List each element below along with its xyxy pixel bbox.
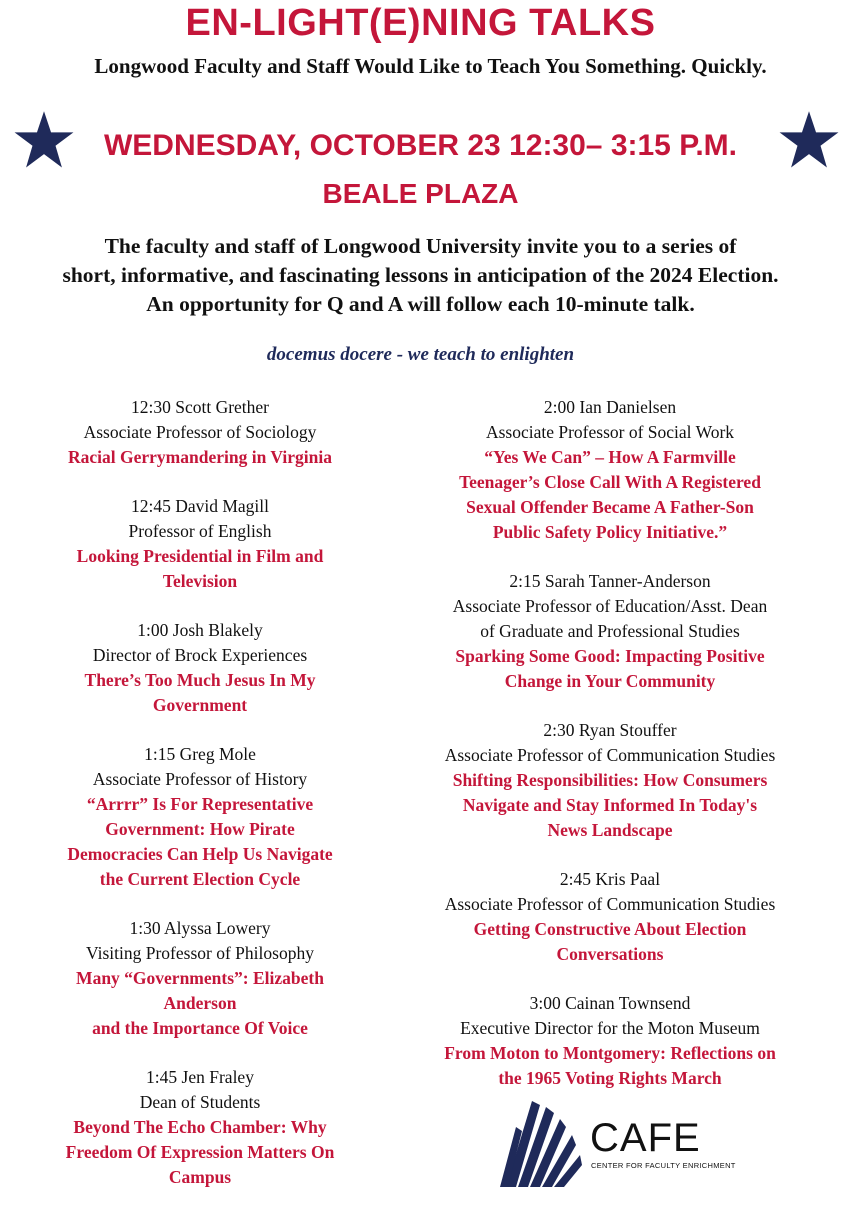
talk-title: Government: How Pirate	[105, 819, 295, 839]
talk-speaker: 1:45 Jen Fraley	[146, 1067, 254, 1087]
talk-role: Associate Professor of History	[92, 769, 308, 789]
talk-speaker: 1:00 Josh Blakely	[137, 620, 263, 640]
intro-line: short, informative, and fascinating lessons in anticipation of the 2024 Election.	[62, 263, 779, 287]
talk-role: Director of Brock Experiences	[92, 645, 308, 665]
subtitle: Longwood Faculty and Staff Would Like to Teach You Something. Quickly.	[94, 54, 767, 78]
talk-entry	[10, 742, 390, 892]
talk-title: Democracies Can Help Us Navigate	[67, 844, 333, 864]
talk-title: Getting Constructive About Election	[473, 919, 747, 939]
talk-title: Racial Gerrymandering in Virginia	[68, 447, 332, 467]
intro-line: The faculty and staff of Longwood University invite you to a series of	[104, 234, 737, 258]
talk-role: Executive Director for the Moton Museum	[460, 1018, 760, 1038]
talk-speaker: 3:00 Cainan Townsend	[529, 993, 691, 1013]
talk-title: “Arrrr” Is For Representative	[86, 794, 314, 814]
talks-column-left	[10, 395, 390, 1214]
talk-title: Freedom Of Expression Matters On	[65, 1142, 335, 1162]
talk-role: Dean of Students	[139, 1092, 261, 1112]
event-location: BEALE PLAZA	[322, 178, 519, 209]
talk-role: of Graduate and Professional Studies	[480, 621, 740, 641]
talk-speaker: 12:30 Scott Grether	[130, 397, 270, 417]
talk-title: Conversations	[556, 944, 664, 964]
talk-entry	[10, 494, 390, 594]
talk-speaker: 1:15 Greg Mole	[144, 744, 256, 764]
talk-title: Television	[162, 571, 238, 591]
talk-title: “Yes We Can” – How A Farmville	[484, 447, 736, 467]
talk-entry	[10, 1065, 390, 1190]
talk-role: Associate Professor of Communication Studies	[444, 894, 776, 914]
motto: docemus docere - we teach to enlighten	[266, 344, 575, 365]
talk-speaker: 2:45 Kris Paal	[559, 869, 661, 889]
talk-entry	[410, 991, 810, 1091]
event-date-time: WEDNESDAY, OCTOBER 23 12:30– 3:15 P.M.	[103, 129, 738, 162]
intro-line: An opportunity for Q and A will follow each 10-minute talk.	[146, 292, 695, 316]
talk-entry	[410, 718, 810, 843]
talk-title: Shifting Responsibilities: How Consumers	[452, 770, 768, 790]
talk-title: News Landscape	[547, 820, 673, 840]
talk-title: From Moton to Montgomery: Reflections on	[444, 1043, 776, 1063]
page-title: EN-LIGHT(E)NING TALKS	[185, 2, 656, 44]
talk-speaker: 2:00 Ian Danielsen	[543, 397, 677, 417]
talk-speaker: 2:15 Sarah Tanner-Anderson	[509, 571, 711, 591]
talk-speaker: 12:45 David Magill	[130, 496, 270, 516]
talk-role: Associate Professor of Education/Asst. Dean	[452, 596, 768, 616]
talk-role: Professor of English	[128, 521, 272, 541]
talk-entry	[410, 395, 810, 545]
talk-title: Many “Governments”: Elizabeth	[76, 968, 324, 988]
talk-title: Looking Presidential in Film and	[76, 546, 324, 566]
talk-title: Change in Your Community	[504, 671, 716, 691]
talk-title: Public Safety Policy Initiative.”	[492, 522, 728, 542]
talk-title: There’s Too Much Jesus In My	[84, 670, 316, 690]
talk-title: the 1965 Voting Rights March	[498, 1068, 722, 1088]
talk-entry	[10, 916, 390, 1041]
intro-paragraph	[20, 232, 821, 319]
talk-entry	[10, 395, 390, 470]
talk-title: Beyond The Echo Chamber: Why	[73, 1117, 327, 1137]
talk-entry	[410, 569, 810, 694]
talk-title: Teenager’s Close Call With A Registered	[459, 472, 761, 492]
talks-column-right	[410, 395, 810, 1115]
talk-speaker: 1:30 Alyssa Lowery	[129, 918, 271, 938]
cafe-logo-subtitle: CENTER FOR FACULTY ENRICHMENT	[591, 1161, 736, 1170]
talk-title: Campus	[168, 1167, 232, 1187]
talk-title: Navigate and Stay Informed In Today's	[462, 795, 758, 815]
talk-role: Associate Professor of Sociology	[83, 422, 317, 442]
talk-role: Visiting Professor of Philosophy	[86, 943, 314, 963]
cafe-logo	[498, 1097, 748, 1187]
talk-entry	[410, 867, 810, 967]
talk-title: Sparking Some Good: Impacting Positive	[455, 646, 765, 666]
talk-speaker: 2:30 Ryan Stouffer	[543, 720, 677, 740]
talk-title: Sexual Offender Became A Father-Son	[466, 497, 754, 517]
cafe-logo-word: CAFE	[590, 1116, 701, 1160]
talk-title: and the Importance Of Voice	[92, 1018, 308, 1038]
talk-title: Anderson	[163, 993, 237, 1013]
cafe-logo-mark-icon	[498, 1097, 590, 1187]
talk-title: the Current Election Cycle	[99, 869, 301, 889]
talk-role: Associate Professor of Social Work	[485, 422, 735, 442]
talk-role: Associate Professor of Communication Studies	[444, 745, 776, 765]
talk-title: Government	[152, 695, 248, 715]
talk-entry	[10, 618, 390, 718]
